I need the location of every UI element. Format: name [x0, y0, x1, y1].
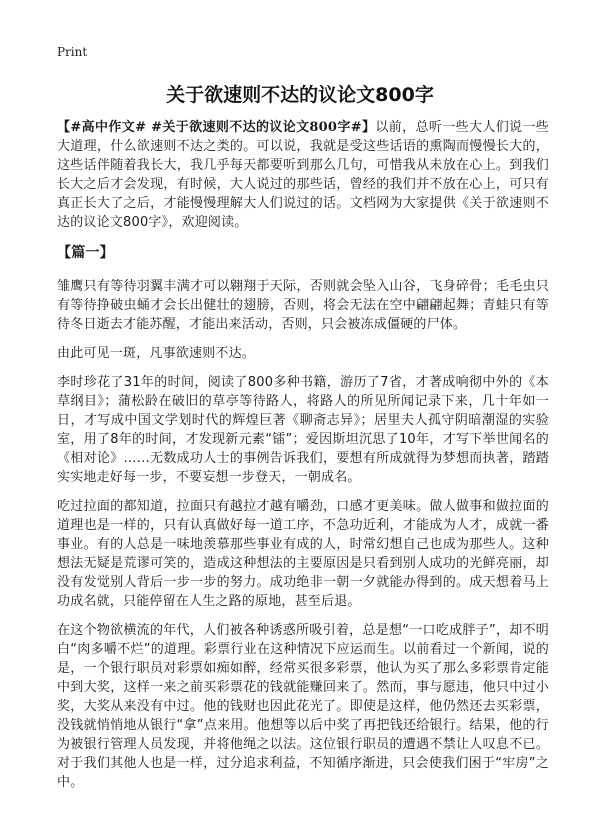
- paragraph-4: 吃过拉面的都知道，拉面只有越拉才越有嚼劲，口感才更美味。做人做事和做拉面的道理也是一样的，只有认真做好每一道工序，不急功近利，才能成为人才，成就一番事业。有的人总是一味地羡慕那些事业有成的人，时常幻想自己也成为那些人。这种想法无疑是荒谬可笑的，造成这种想法的主要原因是只看到别人成功的光鲜亮丽，却没有发觉别人背后一步一步的努力。成功绝非一朝一夕就能办得到的。成天想着马上功成名就，只能停留在人生之路的原地，甚至后退。: [57, 499, 549, 609]
- paragraph-2: 由此可见一斑，凡事欲速则不达。: [57, 346, 256, 361]
- intro-paragraph: [57, 118, 549, 232]
- paragraph-5: 在这个物欲横流的年代，人们被各种诱惑所吸引着，总是想“一口吃成胖子”，却不明白“肉多嚼不烂”的道理。彩票行业在这种情况下应运而生。以前看过一个新闻，说的是，一个银行职员对彩票如痴如醉，经常买很多彩票，他认为买了那么多彩票肯定能中到大奖，这样一来之前买彩票花的钱就能赚回来了。然而，事与愿违，他只中过小奖，大奖从来没有中过。他的钱财也因此花光了。即使是这样，他仍然还去买彩票，没钱就悄悄地从银行“拿”点来用。他想等以后中奖了再把钱还给银行。结果，他的行为被银行管理人员发现，并将他绳之以法。这位银行职员的遭遇不禁让人叹息不已。对于我们其他人也是一样，过分追求利益，不知循序渐进，只会使我们困于“牢房”之中。: [57, 623, 549, 790]
- article-tag: 【#高中作文# #关于欲速则不达的议论文800字#】: [57, 120, 376, 135]
- section-heading: 【篇一】: [57, 245, 114, 261]
- article-body: [57, 118, 549, 802]
- page-title: 关于欲速则不达的议论文800字: [166, 84, 434, 106]
- intro-text: 以前，总听一些大人们说一些大道理，什么欲速则不达之类的。可以说，我就是受这些话语的熏陶而慢慢长大的，这些话伴随着我长大，我几乎每天都要听到那么几句，可惜我从未放在心上。到我们长大之后才会发现，有时候，大人说过的那些话，曾经的我们并不放在心上，可只有真正长大了之后，才能慢慢理解大人们说过的话。文档网为大家提供《关于欲速则不达的议论文800字》，欢迎阅读。: [57, 120, 550, 230]
- print-link[interactable]: Print: [57, 45, 88, 59]
- paragraph-3: 李时珍花了31年的时间，阅读了800多种书籍，游历了7省，才著成响彻中外的《本草纲目》；蒲松龄在破旧的草亭等待路人，将路人的所见所闻记录下来，几十年如一日，才写成中国文学划时代的辉煌巨著《聊斋志异》；居里夫人孤守阴暗潮湿的实验室，用了8年的时间，才发现新元素“镭”；爱因斯坦沉思了10年，才写下举世闻名的《相对论》……无数成功人士的事例告诉我们，要想有所成就得为梦想而执著，踏踏实实地走好每一步，不要妄想一步登天，一朝成名。: [57, 375, 549, 485]
- paragraph-1: 雏鹰只有等待羽翼丰满才可以翱翔于天际，否则就会坠入山谷，飞身碎骨；毛毛虫只有等待挣破虫蛹才会长出健壮的翅膀，否则，将会无法在空中翩翩起舞；青蛙只有等待冬日逝去才能苏醒，才能出来活动，否则，只会被冻成僵硬的尸体。: [57, 279, 549, 332]
